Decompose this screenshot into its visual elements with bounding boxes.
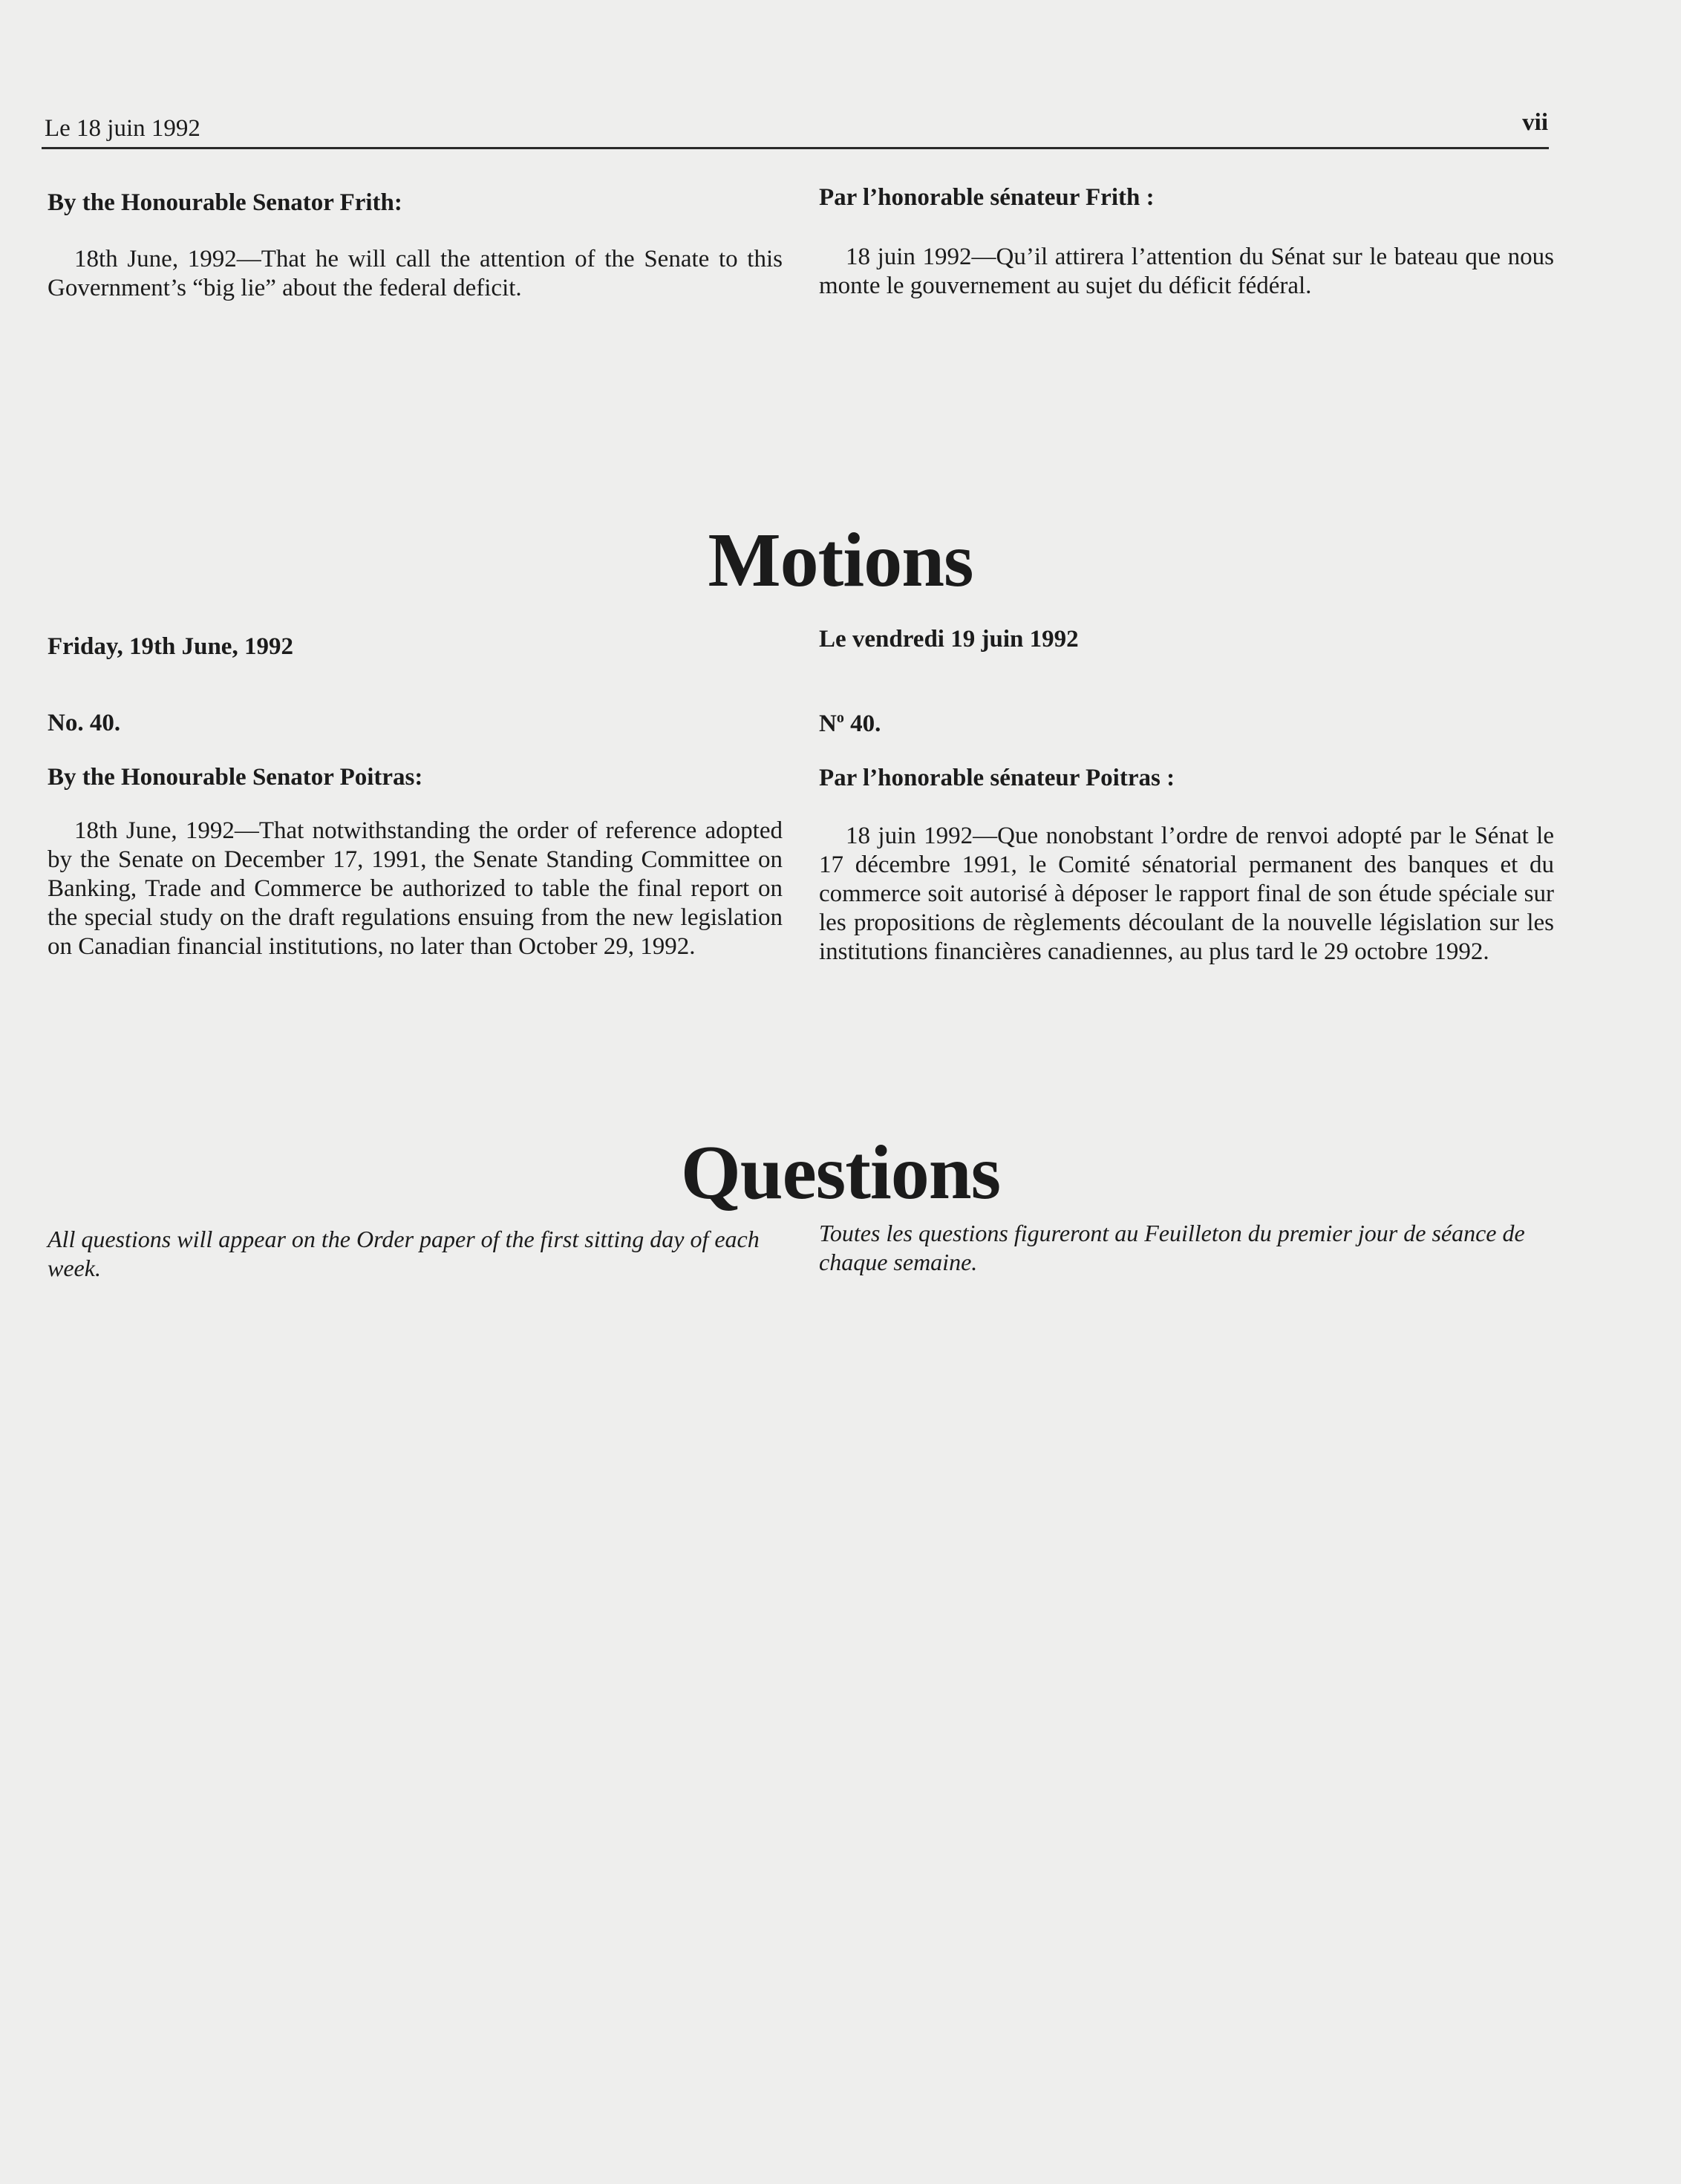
motions-en-date: Friday, 19th June, 1992 <box>48 633 293 660</box>
frith-en-heading: By the Honourable Senator Frith: <box>48 189 402 216</box>
questions-en-block <box>48 1225 790 1283</box>
frith-en-text: 18th June, 1992—That he will call the attention of the Senate to this Government’s “big lie” about the federal deficit. <box>48 246 783 301</box>
motions-title: Motions <box>708 517 973 603</box>
header-rule <box>42 147 1549 149</box>
page-number: vii <box>1522 109 1548 136</box>
questions-fr-block <box>819 1219 1561 1277</box>
questions-title: Questions <box>680 1130 1001 1215</box>
motions-fr-text: 18 juin 1992—Que nonobstant l’ordre de renvoi adopté par le Sénat le 17 décembre 1991, le Comité sénatorial permanent des banques et du commerce soit autorisé à déposer le rapport final de son étude spéciale sur les propositions de règlements découlant de la nouvelle législation sur les institutions financières canadiennes, au plus tard le 29 octobre 1992. <box>819 823 1554 965</box>
motions-en-number: No. 40. <box>48 710 121 736</box>
motions-fr-heading: Par l’honorable sénateur Poitras : <box>819 765 1175 791</box>
frith-en-block <box>48 189 783 303</box>
frith-fr-text: 18 juin 1992—Qu’il attirera l’attention du Sénat sur le bateau que nous monte le gouvernement au sujet du déficit fédéral. <box>819 243 1554 299</box>
motions-en-text: 18th June, 1992—That notwithstanding the order of reference adopted by the Senate on December 17, 1991, the Senate Standing Committee on Banking, Trade and Commerce be authorized to table the final report on the special study on the draft regulations ensuing from the new legislation on Canadian financial institutions, no later than October 29, 1992. <box>48 817 783 960</box>
motions-fr-block <box>819 626 1554 967</box>
frith-fr-block <box>819 184 1554 301</box>
frith-fr-heading: Par l’honorable sénateur Frith : <box>819 184 1155 211</box>
motions-en-heading: By the Honourable Senator Poitras: <box>48 764 423 791</box>
motions-en-block <box>48 633 783 961</box>
header-date: Le 18 juin 1992 <box>45 115 200 142</box>
motions-fr-number: $N^o$ 40. <box>819 710 881 737</box>
questions-en-text: All questions will appear on the Order paper of the first sitting day of each week. <box>48 1226 760 1281</box>
questions-fr-text: Toutes les questions figureront au Feuilleton du premier jour de séance de chaque semaine. <box>819 1220 1525 1275</box>
motions-fr-date: Le vendredi 19 juin 1992 <box>819 626 1079 653</box>
